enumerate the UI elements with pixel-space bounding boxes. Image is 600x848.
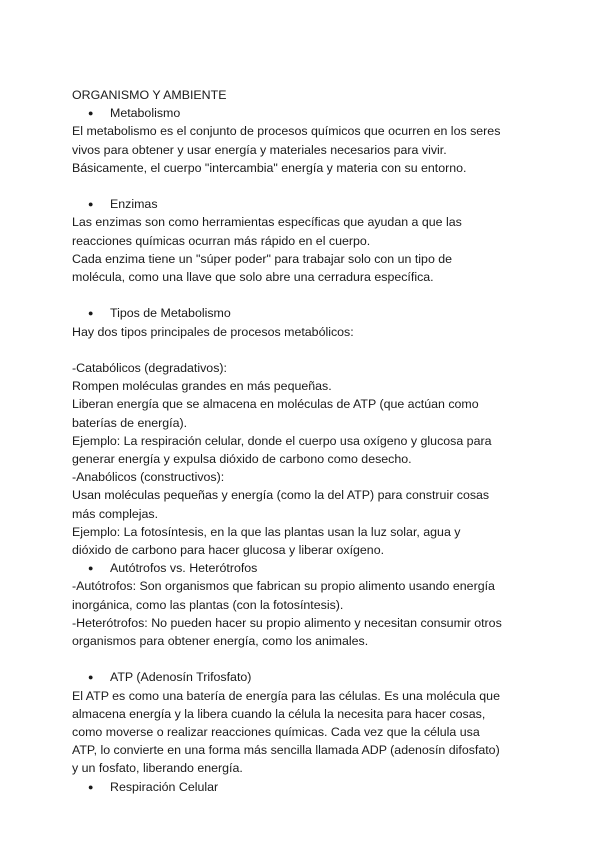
paragraph-line: Cada enzima tiene un "súper poder" para trabajar solo con un tipo de [72,251,453,266]
paragraph-line: -Autótrofos: Son organismos que fabrican su propio alimento usando energía [72,579,495,594]
paragraph-line: inorgánica, como las plantas (con la fotosíntesis). [72,597,344,612]
section-heading: Autótrofos vs. Heterótrofos [110,561,258,576]
paragraph-line: -Catabólicos (degradativos): [72,361,227,375]
bullet-icon: ● [88,199,94,210]
bullet-icon: ● [88,108,94,119]
bullet-icon: ● [88,308,94,319]
paragraph-line: Ejemplo: La fotosíntesis, en la que las plantas usan la luz solar, agua y [72,524,461,539]
paragraph-line: Básicamente, el cuerpo "intercambia" energía y materia con su entorno. [72,160,467,175]
paragraph-line: Las enzimas son como herramientas específicas que ayudan a que las [72,215,462,230]
paragraph-line: dióxido de carbono para hacer glucosa y liberar oxígeno. [72,543,385,558]
paragraph-line: reacciones químicas ocurran más rápido en el cuerpo. [72,233,371,248]
paragraph-line: -Heterótrofos: No pueden hacer su propio alimento y necesitan consumir otros [72,615,502,630]
bullet-icon: ● [88,781,94,792]
document-body [72,86,532,796]
paragraph-line: organismos para obtener energía, como los animales. [72,634,369,649]
section-heading: ATP (Adenosín Trifosfato) [110,670,252,685]
bullet-item-tipos [72,304,532,322]
blank-line [72,286,532,304]
bullet-item-atp [72,668,532,686]
bullet-item-metabolismo [72,104,532,122]
bullet-item-respiracion [72,778,532,796]
paragraph-line: generar energía y expulsa dióxido de carbono como desecho. [72,452,412,467]
paragraph-line: Usan moléculas pequeñas y energía (como la del ATP) para construir cosas [72,488,490,503]
bullet-item-autotrofos [72,559,532,577]
paragraph-line: Rompen moléculas grandes en más pequeñas. [72,379,332,394]
blank-line [72,177,532,195]
paragraph-line: ATP, lo convierte en una forma más sencilla llamada ADP (adenosín difosfato) [72,743,500,758]
paragraph-line: Ejemplo: La respiración celular, donde el cuerpo usa oxígeno y glucosa para [72,433,492,448]
paragraph-line: El metabolismo es el conjunto de procesos químicos que ocurren en los seres [72,124,501,139]
bullet-icon: ● [88,563,94,574]
section-heading: Respiración Celular [110,779,219,794]
bullet-icon: ● [88,672,94,683]
paragraph-line: baterías de energía). [72,415,188,430]
paragraph-line: vivos para obtener y usar energía y materiales necesarios para vivir. [72,142,447,157]
section-heading: Enzimas [110,197,158,212]
paragraph-line: Liberan energía que se almacena en moléculas de ATP (que actúan como [72,397,479,412]
paragraph-line: y un fosfato, liberando energía. [72,761,243,776]
paragraph-line: almacena energía y la libera cuando la célula la necesita para hacer cosas, [72,706,486,721]
document-title: ORGANISMO Y AMBIENTE [72,88,227,102]
paragraph-line: molécula, como una llave que solo abre una cerradura específica. [72,270,434,285]
paragraph-line: Hay dos tipos principales de procesos metabólicos: [72,324,354,339]
paragraph-line: El ATP es como una batería de energía para las células. Es una molécula que [72,688,500,703]
paragraph-line: como moverse o realizar reacciones químicas. Cada vez que la célula usa [72,725,480,740]
blank-line [72,650,532,668]
paragraph-line: más complejas. [72,506,159,521]
section-heading: Metabolismo [110,106,181,121]
blank-line [72,341,532,359]
bullet-item-enzimas [72,195,532,213]
section-heading: Tipos de Metabolismo [110,306,231,321]
paragraph-line: -Anabólicos (constructivos): [72,470,225,485]
